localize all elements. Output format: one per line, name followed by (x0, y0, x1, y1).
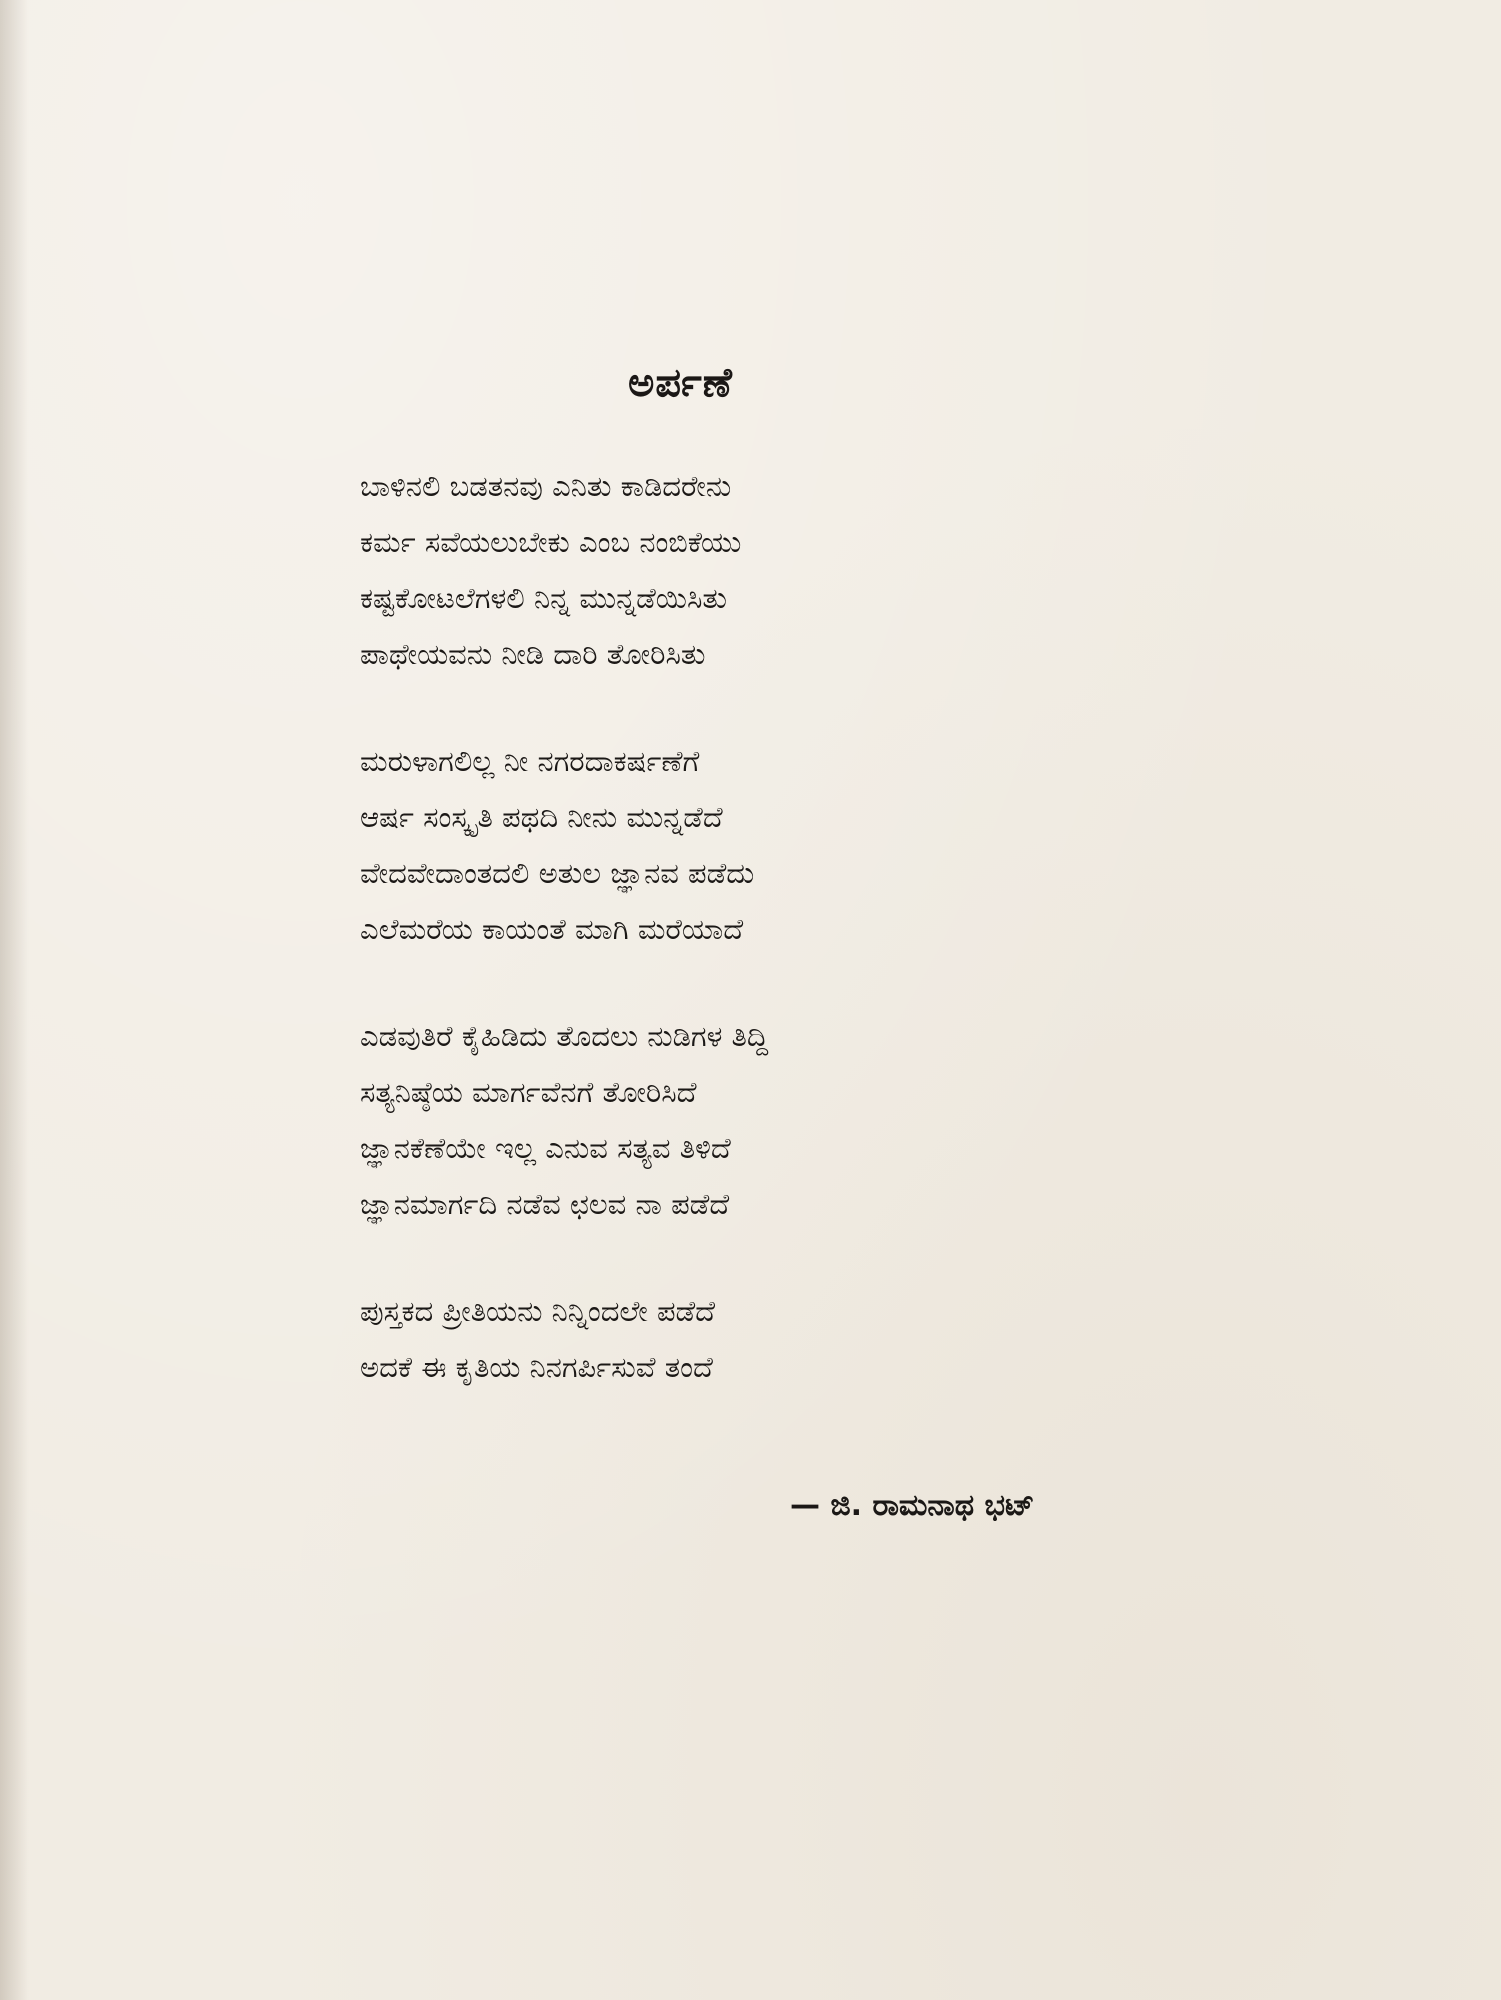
poem-line: ಕಷ್ಟಕೋಟಲೆಗಳಲಿ ನಿನ್ನ ಮುನ್ನಡೆಯಿಸಿತು (360, 581, 727, 615)
poem-line: ಜ್ಞಾನಮಾರ್ಗದಿ ನಡೆವ ಛಲವ ನಾ ಪಡೆದೆ (360, 1187, 730, 1221)
poem (360, 458, 1120, 1446)
poem-line: ಅದಕೆ ಈ ಕೃತಿಯ ನಿನಗರ್ಪಿಸುವೆ ತಂದೆ (360, 1350, 713, 1384)
stanza-2 (360, 733, 1120, 957)
poem-line: ಎಲೆಮರೆಯ ಕಾಯಂತೆ ಮಾಗಿ ಮರೆಯಾದೆ (360, 912, 744, 946)
stanza-3 (360, 1008, 1120, 1232)
poem-line: ಆರ್ಷ ಸಂಸ್ಕೃತಿ ಪಥದಿ ನೀನು ಮುನ್ನಡೆದೆ (360, 800, 723, 834)
page-edge-shadow (0, 0, 28, 2000)
poem-line: ಪಾಥೇಯವನು ನೀಡಿ ದಾರಿ ತೋರಿಸಿತು (360, 637, 706, 671)
poem-line: ಕರ್ಮ ಸವೆಯಲುಬೇಕು ಎಂಬ ನಂಬಿಕೆಯು (360, 525, 742, 559)
poem-line: ಎಡವುತಿರೆ ಕೈಹಿಡಿದು ತೊದಲು ನುಡಿಗಳ ತಿದ್ದಿ (360, 1019, 769, 1053)
signature: — ಜಿ. ರಾಮನಾಥ ಭಟ್ (790, 1488, 1035, 1523)
page-title: ಅರ್ಪಣೆ (628, 360, 733, 406)
stanza-1 (360, 458, 1120, 682)
poem-line: ಜ್ಞಾನಕೆಣೆಯೇ ಇಲ್ಲ ಎನುವ ಸತ್ಯವ ತಿಳಿದೆ (360, 1131, 731, 1165)
poem-line: ಪುಸ್ತಕದ ಪ್ರೀತಿಯನು ನಿನ್ನಿಂದಲೇ ಪಡೆದೆ (360, 1294, 716, 1328)
poem-line: ವೇದವೇದಾಂತದಲಿ ಅತುಲ ಜ್ಞಾನವ ಪಡೆದು (360, 856, 755, 890)
poem-line: ಮರುಳಾಗಲಿಲ್ಲ ನೀ ನಗರದಾಕರ್ಷಣೆಗೆ (360, 744, 700, 778)
stanza-4 (360, 1283, 1120, 1395)
poem-line: ಬಾಳಿನಲಿ ಬಡತನವು ಎನಿತು ಕಾಡಿದರೇನು (360, 469, 732, 503)
reverse-page-bleed-through (30, 110, 1390, 462)
poem-line: ಸತ್ಯನಿಷ್ಠೆಯ ಮಾರ್ಗವೆನಗೆ ತೋರಿಸಿದೆ (360, 1075, 697, 1109)
